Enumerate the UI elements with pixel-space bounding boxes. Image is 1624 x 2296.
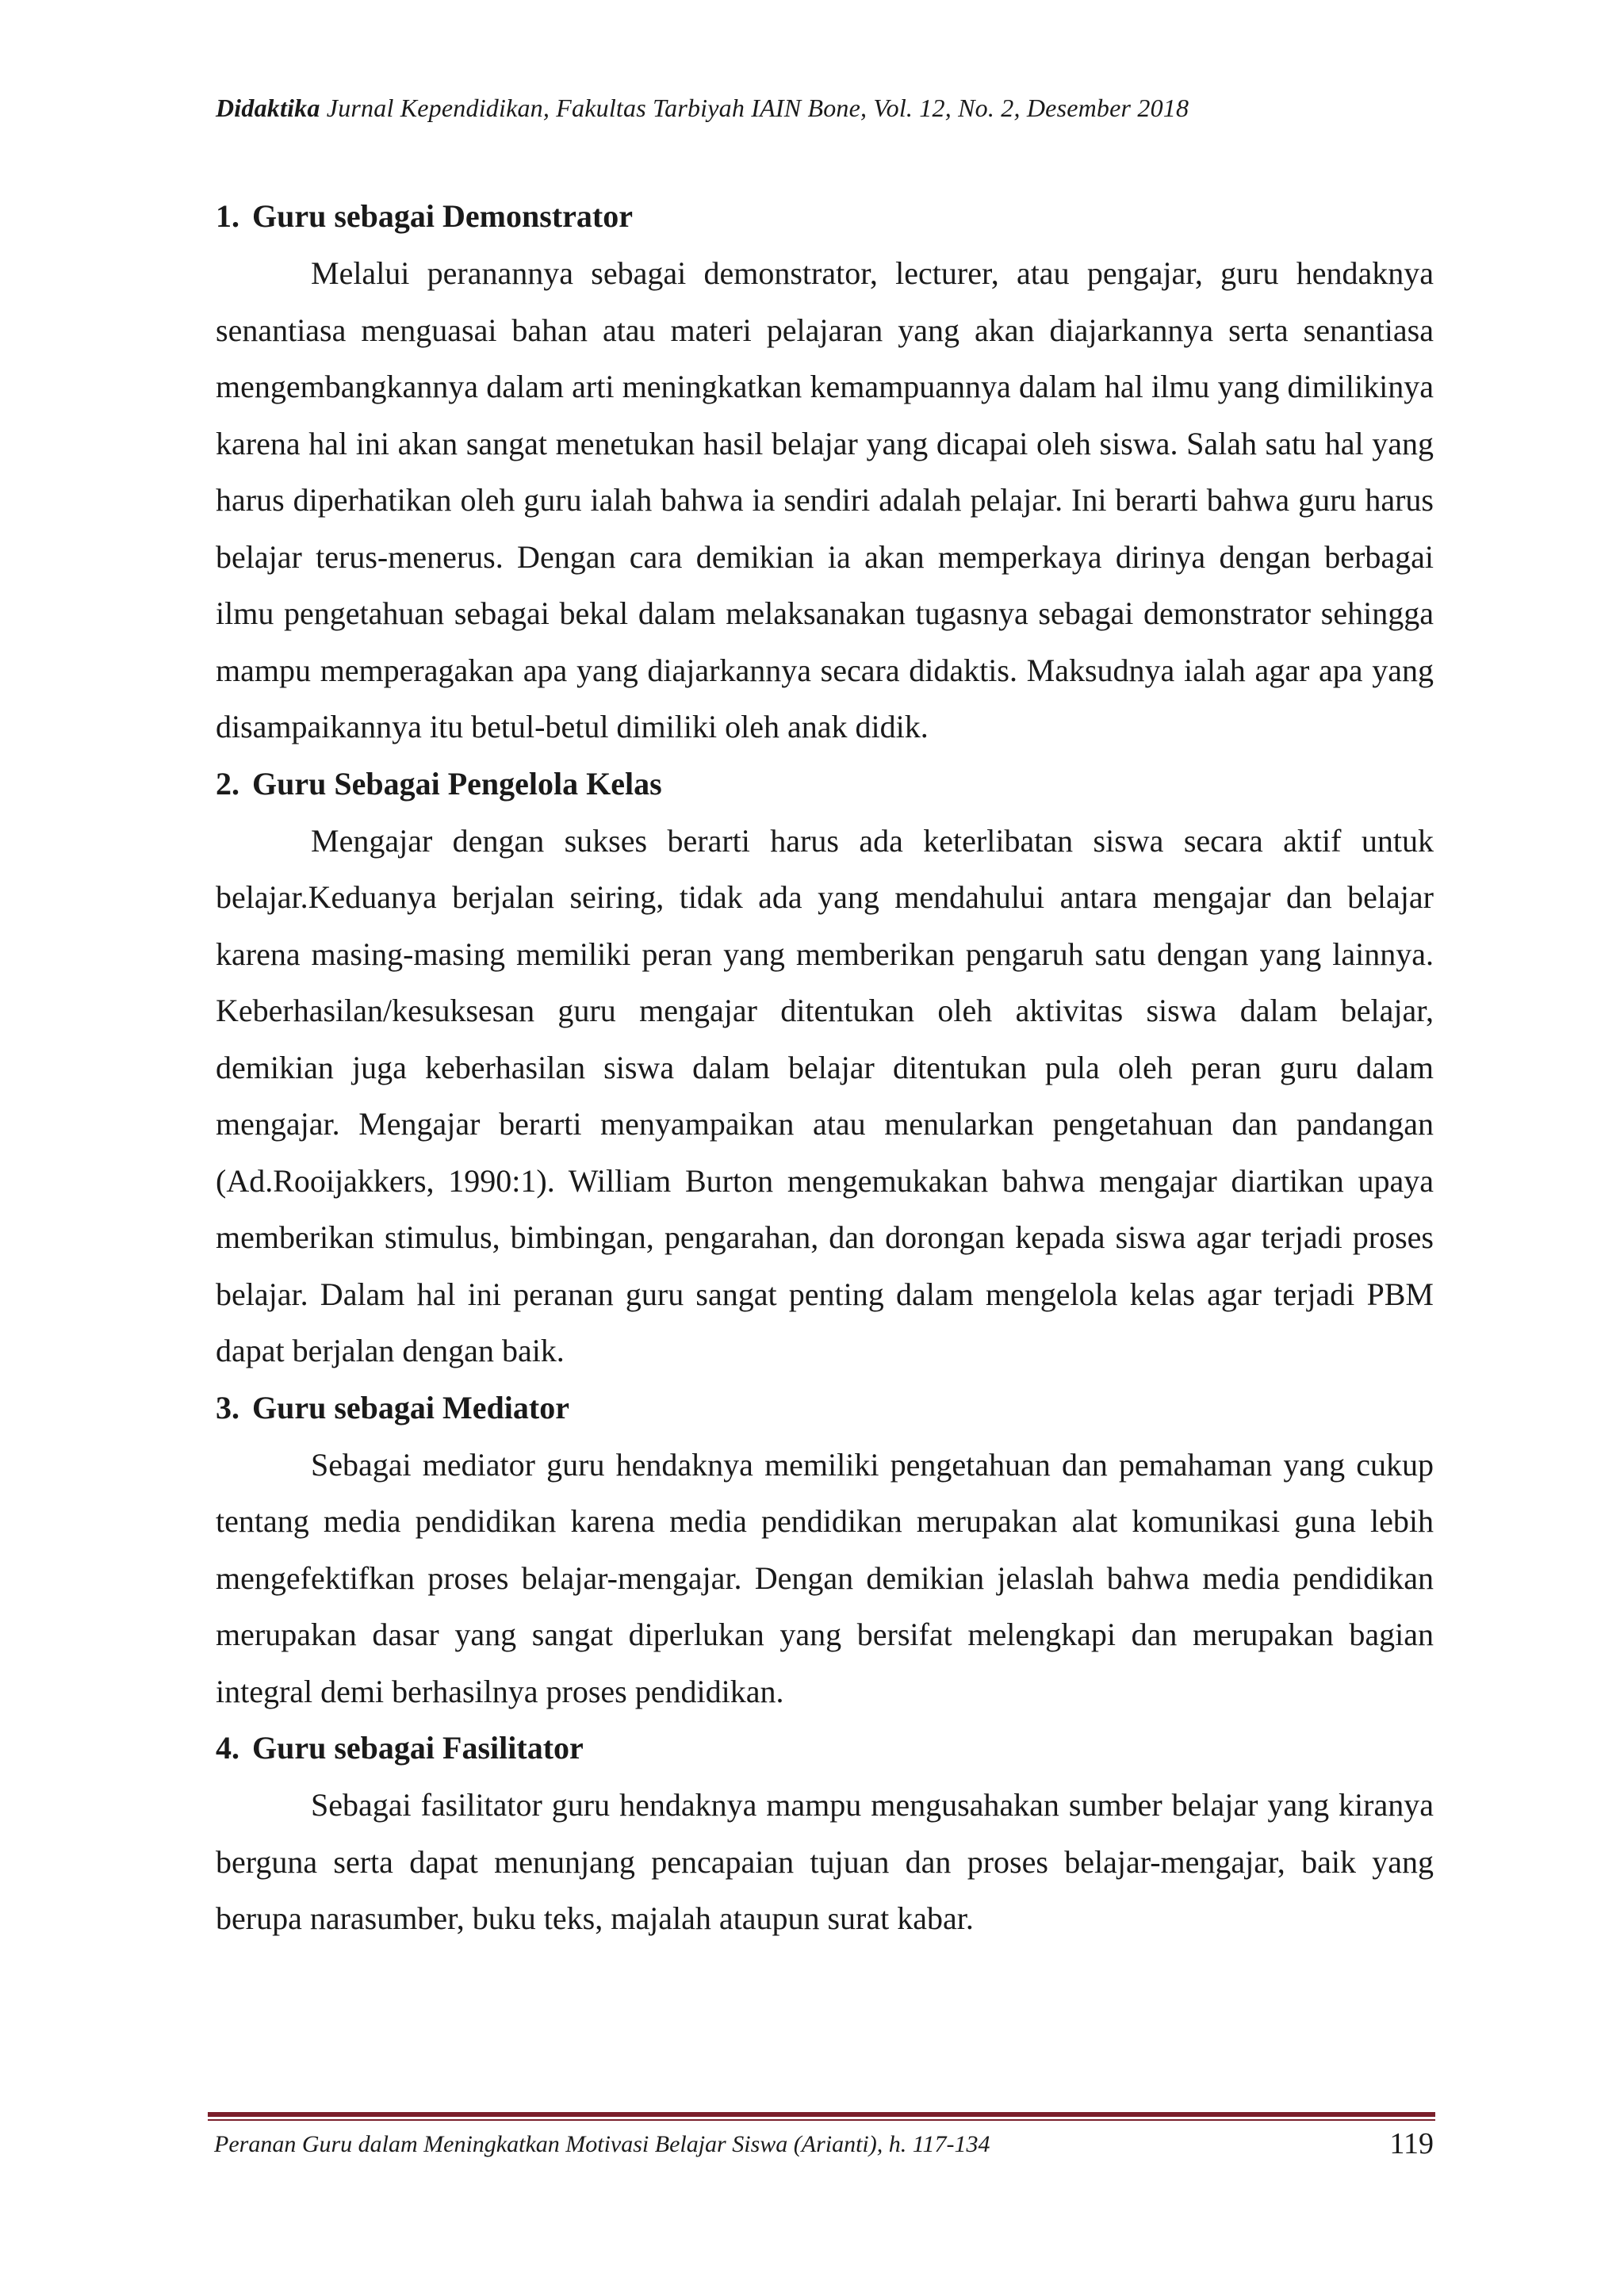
footer-rule-thin [208,2119,1435,2121]
section-paragraph: Sebagai fasilitator guru hendaknya mampu mengusahakan sumber belajar yang kiranya berguna serta dapat menunjang pencapaian tujuan dan proses belajar-mengajar, baik yang berupa narasumber, buku teks, majalah ataupun surat kabar. [216,1787,1434,1936]
section-heading [216,188,1434,245]
section-number: 3. [216,1389,239,1425]
section-paragraph: Mengajar dengan sukses berarti harus ada keterlibatan siswa secara aktif untuk belajar.Keduanya berjalan seiring, tidak ada yang mendahului antara mengajar dan belajar karena masing-masing memiliki peran yang memberikan pengaruh satu dengan yang lainnya. Keberhasilan/kesuksesan guru mengajar ditentukan oleh aktivitas siswa dalam belajar, demikian juga keberhasilan siswa dalam belajar ditentukan pula oleh peran guru dalam mengajar. Mengajar berarti menyampaikan atau menularkan pengetahuan dan pandangan (Ad.Rooijakkers, 1990:1). William Burton mengemukakan bahwa mengajar diartikan upaya memberikan stimulus, bimbingan, pengarahan, dan dorongan kepada siswa agar terjadi proses belajar. Dalam hal ini peranan guru sangat penting dalam mengelola kelas agar terjadi PBM dapat berjalan dengan baik. [216,822,1434,1368]
section-paragraph: Melalui peranannya sebagai demonstrator, lecturer, atau pengajar, guru hendaknya senantiasa menguasai bahan atau materi pelajaran yang akan diajarkannya serta senantiasa mengembangkannya dalam arti meningkatkan kemampuannya dalam hal ilmu yang dimilikinya karena hal ini akan sangat menetukan hasil belajar yang dicapai oleh siswa. Salah satu hal yang harus diperhatikan oleh guru ialah bahwa ia sendiri adalah pelajar. Ini berarti bahwa guru harus belajar terus-menerus. Dengan cara demikian ia akan memperkaya dirinya dengan berbagai ilmu pengetahuan sebagai bekal dalam melaksanakan tugasnya sebagai demonstrator sehingga mampu memperagakan apa yang diajarkannya secara didaktis. Maksudnya ialah agar apa yang disampaikannya itu betul-betul dimiliki oleh anak didik. [216,255,1434,744]
section-heading [216,1720,1434,1777]
section-number: 4. [216,1730,239,1766]
article-body [216,188,1434,1947]
footer-citation: Peranan Guru dalam Meningkatkan Motivasi Belajar Siswa (Arianti), h. 117-134 [214,2131,990,2157]
running-header [216,94,1437,123]
section-title: Guru sebagai Mediator [252,1389,569,1425]
journal-details: Jurnal Kependidikan, Fakultas Tarbiyah IAIN Bone, Vol. 12, No. 2, Desember 2018 [320,94,1189,122]
section-number: 2. [216,765,239,802]
footer-rule [208,2112,1435,2117]
section-heading [216,756,1434,813]
section-paragraph: Sebagai mediator guru hendaknya memiliki pengetahuan dan pemahaman yang cukup tentang media pendidikan karena media pendidikan merupakan alat komunikasi guna lebih mengefektifkan proses belajar-mengajar. Dengan demikian jelaslah bahwa media pendidikan merupakan dasar yang sangat diperlukan yang bersifat melengkapi dan merupakan bagian integral demi berhasilnya proses pendidikan. [216,1446,1434,1709]
section-number: 1. [216,198,239,234]
section-title: Guru sebagai Demonstrator [252,198,633,234]
section-title: Guru Sebagai Pengelola Kelas [252,765,662,802]
section-demonstrator [216,188,1434,756]
journal-name: Didaktika [216,94,320,122]
section-mediator [216,1380,1434,1720]
section-fasilitator [216,1720,1434,1947]
section-title: Guru sebagai Fasilitator [252,1730,584,1766]
page-number: 119 [1389,2127,1434,2160]
section-heading [216,1380,1434,1437]
section-pengelola-kelas [216,756,1434,1380]
